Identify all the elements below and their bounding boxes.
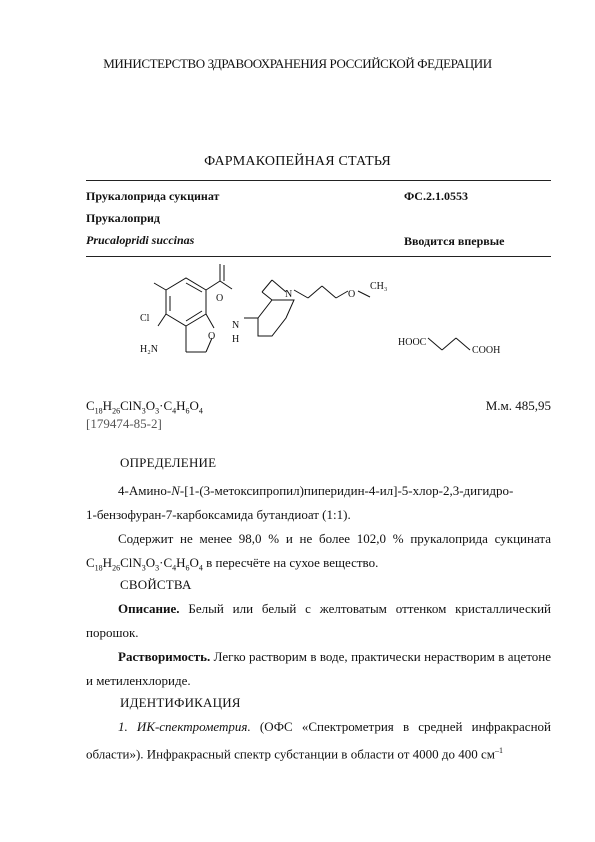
formula-part: H (102, 398, 113, 413)
formula-part: ClN (120, 555, 142, 570)
description-lead: Описание. (118, 601, 180, 616)
formula-sub: 6 (185, 563, 190, 573)
formula-part: O (145, 398, 156, 413)
chemical-name-line-2: 1-бензофуран-7-карбоксамида бутандиоат (1:1). (86, 507, 351, 522)
section-properties: СВОЙСТВА (120, 577, 192, 592)
formula-part: H (176, 555, 186, 570)
atom-h: H (232, 334, 240, 345)
formula-sub: 3 (155, 406, 160, 416)
formula-sub: 3 (141, 406, 146, 416)
formula-part: O (189, 555, 199, 570)
description-paragraph (86, 597, 551, 645)
atom-cl: Cl (140, 313, 150, 324)
chem-name-part: -[1-(3-метоксипропил)пиперидин-4-ил]-5-хлор-2,3-дигидро- (179, 483, 514, 498)
substance-name-ru: Прукалоприда сукцинат (86, 189, 220, 203)
atom-n-piperidine: N (285, 289, 293, 300)
formula-sub: 18 (94, 563, 103, 573)
formula-sub: 6 (185, 406, 190, 416)
molecular-weight: М.м. 485,95 (485, 398, 551, 413)
atom-nh2: H₂N (140, 344, 158, 355)
description-text: Белый или белый с желтоватым оттенком кристаллический порошок. (86, 601, 551, 640)
formula-part: O (145, 555, 156, 570)
formula-part: ·C (159, 555, 173, 570)
formula-sub: 26 (112, 406, 121, 416)
chem-name-part: 4-Амино- (118, 483, 172, 498)
chemical-name-line-1 (86, 479, 551, 503)
cas-number: [179474-85-2] (86, 416, 162, 431)
chem-name-n: N (171, 483, 180, 498)
formula-part: H (176, 398, 186, 413)
formula-part: ClN (120, 398, 142, 413)
formula-sub: 3 (141, 563, 146, 573)
molecular-formula (86, 398, 203, 416)
atom-hooc: HOOC (398, 337, 427, 348)
formula-part: C (86, 398, 95, 413)
atom-o-amide: O (216, 293, 224, 304)
chemical-name (86, 479, 551, 527)
substance-short-name: Прукалоприд (86, 211, 160, 225)
article-title: ФАРМАКОПЕЙНАЯ СТАТЬЯ (204, 154, 391, 169)
atom-o-furan: O (208, 331, 216, 342)
formula-sub: 26 (112, 563, 121, 573)
formula-part: C (86, 555, 95, 570)
formula-sub: 4 (198, 406, 203, 416)
formula-part: O (189, 398, 199, 413)
section-definition: ОПРЕДЕЛЕНИЕ (120, 455, 217, 470)
article-status: Вводится впервые (404, 234, 505, 248)
solubility-text: Легко растворим в воде, практически нерастворим в ацетоне и метиленхлориде. (86, 649, 551, 688)
content-line-1: Содержит не менее 98,0 % и не более 102,0 % прукалоприда сукцината (118, 531, 551, 546)
formula-part: ·C (159, 398, 173, 413)
formula-sub: 4 (198, 563, 203, 573)
ir-lead: 1. ИК-спектрометрия. (118, 719, 251, 734)
formula-sub: 3 (155, 563, 160, 573)
formula-sub: 18 (94, 406, 103, 416)
formula-part: H (102, 555, 113, 570)
ir-paragraph (86, 715, 551, 766)
formula-sub: 4 (172, 406, 177, 416)
atom-o-ether: O (348, 289, 356, 300)
content-tail: в пересчёте на сухое вещество. (202, 555, 379, 570)
substance-name-latin: Prucalopridi succinas (86, 233, 195, 247)
ministry-title: МИНИСТЕРСТВО ЗДРАВООХРАНЕНИЯ РОССИЙСКОЙ ФЕДЕРАЦИИ (103, 56, 492, 71)
ir-text: (ОФС «Спектрометрия в средней инфракрасной области»). Инфракрасный спектр субстанции в области от 4000 до 400 см (86, 719, 551, 762)
ir-sup: –1 (495, 746, 504, 755)
atom-cooh: COOH (472, 345, 501, 356)
section-identification: ИДЕНТИФИКАЦИЯ (120, 695, 241, 710)
formula-sub: 4 (172, 563, 177, 573)
solubility-paragraph (86, 645, 551, 693)
article-code: ФС.2.1.0553 (404, 189, 468, 203)
atom-ch3: CH₃ (370, 281, 388, 292)
solubility-lead: Растворимость. (118, 649, 211, 664)
content-paragraph (86, 527, 551, 581)
atom-n-amide: N (232, 320, 240, 331)
